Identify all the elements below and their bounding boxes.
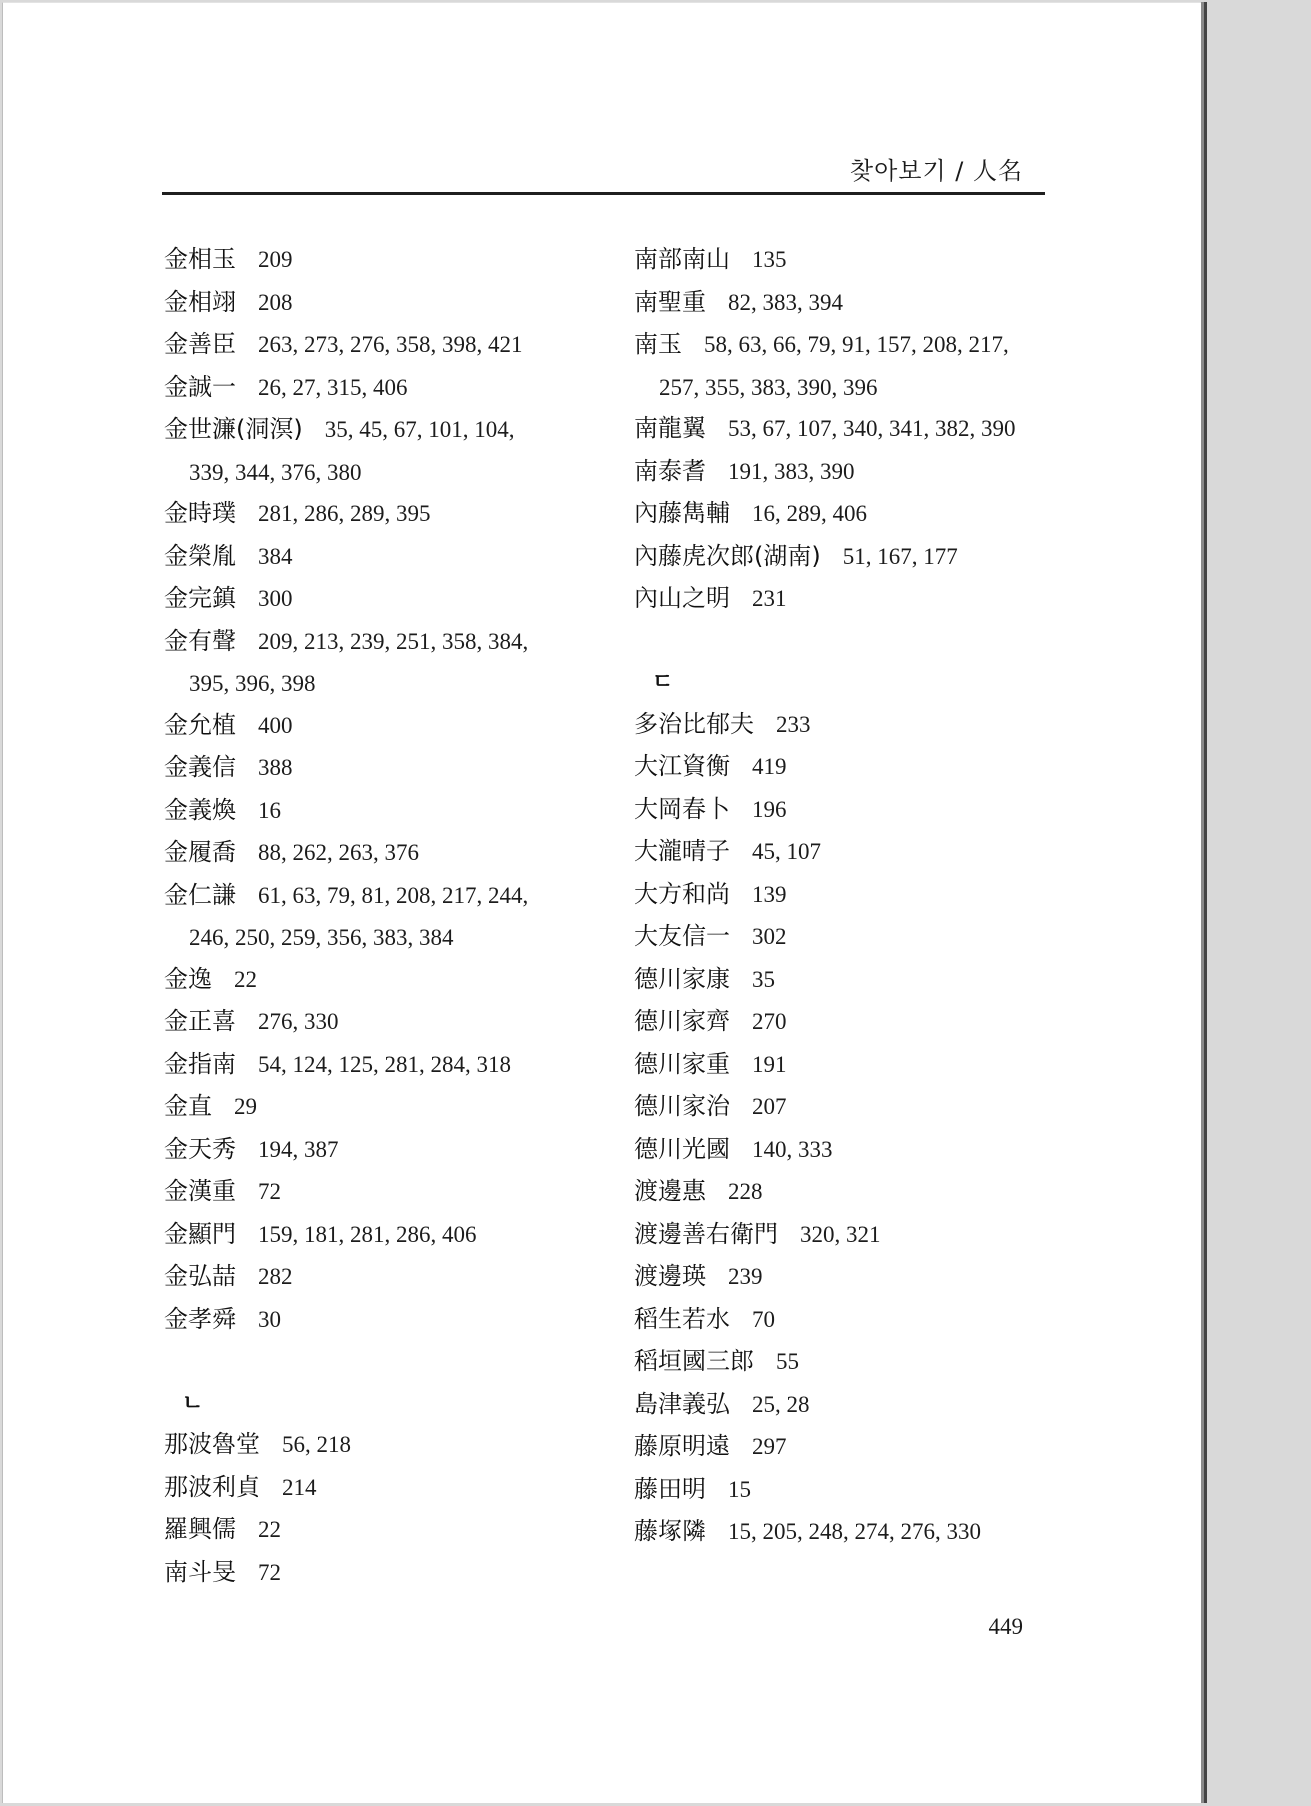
entry-pages: 159, 181, 281, 286, 406 — [258, 1221, 477, 1247]
index-entry — [164, 409, 624, 452]
entry-name: 金義信 — [164, 753, 236, 781]
entry-name: 金漢重 — [164, 1177, 236, 1205]
entry-pages: 88, 262, 263, 376 — [258, 840, 419, 865]
entry-pages: 30 — [258, 1306, 281, 1332]
section-heading-digeut: ㄷ — [652, 670, 674, 695]
index-entry — [634, 1044, 1094, 1087]
entry-name: 金誠一 — [164, 372, 236, 401]
entry-name: 金相翊 — [164, 287, 236, 316]
index-entry — [634, 1511, 1094, 1554]
entry-pages: 16 — [258, 797, 281, 823]
entry-name: 渡邊惠 — [634, 1177, 706, 1205]
entry-pages: 209, 213, 239, 251, 358, 384, — [258, 628, 529, 654]
index-entry — [634, 1384, 1094, 1427]
book-page — [2, 2, 1201, 1803]
entry-pages: 207 — [752, 1094, 787, 1119]
entry-pages: 45, 107 — [752, 839, 821, 864]
entry-name: 金完鎮 — [164, 584, 236, 612]
index-entry — [634, 874, 1094, 917]
entry-name: 金直 — [164, 1092, 212, 1120]
entry-pages: 35, 45, 67, 101, 104, — [324, 417, 515, 442]
header-rule — [162, 192, 1045, 195]
entry-pages: 191, 383, 390 — [728, 458, 855, 484]
entry-pages: 233 — [776, 711, 811, 737]
index-entry — [634, 704, 1094, 747]
entry-pages: 53, 67, 107, 340, 341, 382, 390 — [728, 416, 1016, 441]
entry-pages: 22 — [234, 966, 257, 992]
entry-pages: 300 — [258, 586, 293, 611]
entry-pages: 400 — [258, 712, 293, 738]
entry-name: 大江資衡 — [634, 752, 730, 780]
entry-name: 金允植 — [164, 710, 236, 739]
entry-name: 德川家重 — [634, 1049, 730, 1078]
entry-pages: 15, 205, 248, 274, 276, 330 — [728, 1519, 981, 1544]
entry-pages: 15 — [728, 1476, 751, 1502]
entry-pages: 228 — [728, 1179, 763, 1204]
entry-name: 德川光國 — [634, 1134, 730, 1163]
entry-name: 大岡春卜 — [634, 794, 730, 823]
index-entry — [164, 1299, 624, 1342]
entry-pages: 297 — [752, 1434, 787, 1459]
entry-name: 那波魯堂 — [164, 1430, 260, 1458]
entry-name: 德川家齊 — [634, 1007, 730, 1035]
index-entry — [634, 1214, 1094, 1257]
entry-name: 金有聲 — [164, 626, 236, 655]
index-entry — [164, 790, 624, 833]
index-entry — [164, 1256, 624, 1299]
index-entry — [634, 536, 1094, 579]
entry-name: 內山之明 — [634, 584, 730, 612]
entry-pages: 54, 124, 125, 281, 284, 318 — [258, 1051, 511, 1077]
index-entry — [164, 1214, 624, 1257]
entry-pages: 61, 63, 79, 81, 208, 217, 244, — [258, 882, 529, 908]
entry-pages: 22 — [258, 1517, 281, 1542]
index-column-right — [634, 239, 1094, 1554]
index-entry — [164, 1467, 624, 1510]
entry-pages: 70 — [752, 1306, 775, 1332]
index-entry — [164, 282, 624, 325]
entry-pages: 209 — [258, 247, 293, 272]
entry-pages: 388 — [258, 755, 293, 780]
entry-name: 大友信一 — [634, 922, 730, 950]
index-entry — [164, 621, 624, 664]
entry-pages: 82, 383, 394 — [728, 289, 843, 315]
section-heading-nieun: ㄴ — [182, 1390, 204, 1416]
entry-name: 藤塚隣 — [634, 1517, 706, 1545]
index-group-left-b — [164, 1424, 624, 1594]
entry-name: 內藤虎次郎(湖南) — [634, 541, 821, 570]
entry-pages: 239 — [728, 1264, 763, 1289]
index-entry — [164, 832, 624, 875]
section-gap — [634, 621, 1094, 663]
entry-name: 藤田明 — [634, 1474, 706, 1503]
entry-pages: 135 — [752, 247, 787, 272]
entry-pages: 139 — [752, 881, 787, 907]
index-entry — [634, 451, 1094, 494]
entry-pages: 263, 273, 276, 358, 398, 421 — [258, 332, 523, 357]
index-entry — [634, 1086, 1094, 1129]
entry-pages: 194, 387 — [258, 1136, 339, 1162]
index-group-left-a — [164, 239, 624, 1341]
entry-name: 多治比郁夫 — [634, 709, 754, 738]
entry-pages-continued: 339, 344, 376, 380 — [189, 459, 362, 485]
entry-name: 金孝舜 — [164, 1304, 236, 1333]
index-entry — [164, 1086, 624, 1129]
index-entry — [634, 408, 1094, 451]
index-entry — [634, 1299, 1094, 1342]
entry-pages: 56, 218 — [282, 1432, 351, 1457]
index-entry — [164, 324, 624, 367]
index-entry — [164, 1001, 624, 1044]
index-entry — [164, 493, 624, 536]
entry-pages: 214 — [282, 1474, 317, 1500]
entry-pages: 208 — [258, 289, 293, 315]
index-entry — [634, 578, 1094, 621]
entry-name: 金世濂(洞溟) — [164, 415, 303, 443]
index-entry — [164, 239, 624, 282]
index-entry — [634, 916, 1094, 959]
running-head: 찾아보기 / 人名 — [849, 157, 1023, 185]
index-entry — [164, 1129, 624, 1172]
entry-pages: 72 — [258, 1559, 281, 1585]
index-entry — [634, 239, 1094, 282]
entry-pages-continued: 257, 355, 383, 390, 396 — [659, 374, 878, 400]
entry-pages: 270 — [752, 1009, 787, 1034]
index-entry — [164, 578, 624, 621]
entry-pages: 51, 167, 177 — [842, 543, 958, 569]
entry-name: 金顯門 — [164, 1219, 236, 1248]
entry-name: 金善臣 — [164, 330, 236, 358]
index-entry — [634, 1171, 1094, 1214]
index-entry — [634, 324, 1094, 367]
index-entry — [164, 1424, 624, 1467]
entry-name: 德川家康 — [634, 964, 730, 993]
entry-pages: 29 — [234, 1094, 257, 1119]
entry-pages: 25, 28 — [752, 1391, 810, 1417]
index-entry — [634, 282, 1094, 325]
index-entry — [164, 1509, 624, 1552]
entry-name: 羅興儒 — [164, 1515, 236, 1543]
entry-name: 內藤雋輔 — [634, 499, 730, 527]
entry-name: 金義煥 — [164, 795, 236, 824]
entry-name: 金仁謙 — [164, 880, 236, 909]
entry-name: 南斗旻 — [164, 1557, 236, 1586]
index-entry — [634, 1256, 1094, 1299]
index-entry — [634, 493, 1094, 536]
entry-name: 金天秀 — [164, 1134, 236, 1163]
entry-name: 渡邊瑛 — [634, 1262, 706, 1290]
entry-name: 那波利貞 — [164, 1472, 260, 1501]
index-entry — [164, 1552, 624, 1595]
entry-pages: 58, 63, 66, 79, 91, 157, 208, 217, — [704, 332, 1009, 357]
entry-pages: 384 — [258, 543, 293, 569]
entry-name: 金相玉 — [164, 245, 236, 273]
index-column-left — [164, 239, 624, 1594]
entry-name: 南聖重 — [634, 287, 706, 316]
index-entry — [634, 1469, 1094, 1512]
entry-name: 金逸 — [164, 964, 212, 993]
entry-name: 藤原明遠 — [634, 1432, 730, 1460]
entry-name: 大方和尚 — [634, 879, 730, 908]
entry-pages: 282 — [258, 1264, 293, 1289]
section-gap — [164, 1341, 624, 1383]
index-entry — [164, 1044, 624, 1087]
entry-name: 德川家治 — [634, 1092, 730, 1120]
entry-name: 南龍翼 — [634, 414, 706, 442]
index-entry — [164, 875, 624, 918]
entry-pages: 72 — [258, 1179, 281, 1204]
entry-name: 金時璞 — [164, 499, 236, 527]
index-group-right-b — [634, 704, 1094, 1554]
index-entry — [634, 959, 1094, 1002]
index-entry — [164, 705, 624, 748]
entry-name: 稻垣國三郎 — [634, 1347, 754, 1375]
entry-pages: 231 — [752, 586, 787, 611]
entry-name: 島津義弘 — [634, 1389, 730, 1418]
entry-name: 大瀧晴子 — [634, 837, 730, 865]
entry-pages: 302 — [752, 924, 787, 949]
entry-pages: 140, 333 — [752, 1136, 833, 1162]
entry-pages: 16, 289, 406 — [752, 501, 867, 526]
entry-pages: 196 — [752, 796, 787, 822]
index-entry — [164, 536, 624, 579]
entry-name: 渡邊善右衛門 — [634, 1219, 778, 1248]
entry-name: 南泰耆 — [634, 456, 706, 485]
entry-name: 金指南 — [164, 1049, 236, 1078]
index-entry — [634, 1001, 1094, 1044]
index-entry — [634, 831, 1094, 874]
entry-pages: 281, 286, 289, 395 — [258, 501, 431, 526]
index-entry — [634, 1426, 1094, 1469]
entry-name: 金正喜 — [164, 1007, 236, 1035]
index-group-right-a — [634, 239, 1094, 621]
entry-pages: 55 — [776, 1349, 799, 1374]
entry-pages: 191 — [752, 1051, 787, 1077]
index-entry — [164, 367, 624, 410]
entry-pages: 26, 27, 315, 406 — [258, 374, 408, 400]
entry-pages-continued: 246, 250, 259, 356, 383, 384 — [189, 925, 454, 950]
entry-pages: 276, 330 — [258, 1009, 339, 1034]
entry-pages: 35 — [752, 966, 775, 992]
index-entry — [164, 959, 624, 1002]
entry-name: 南部南山 — [634, 245, 730, 273]
index-entry — [634, 746, 1094, 789]
page-number: 449 — [988, 1614, 1023, 1639]
entry-name: 南玉 — [634, 330, 682, 358]
entry-pages: 320, 321 — [800, 1221, 881, 1247]
index-entry — [164, 1171, 624, 1214]
entry-name: 金榮胤 — [164, 541, 236, 570]
index-entry — [164, 747, 624, 790]
entry-pages: 419 — [752, 754, 787, 779]
index-entry — [634, 1341, 1094, 1384]
index-entry — [634, 1129, 1094, 1172]
entry-pages-continued: 395, 396, 398 — [189, 671, 316, 696]
index-entry — [634, 789, 1094, 832]
entry-name: 金弘喆 — [164, 1262, 236, 1290]
entry-name: 稻生若水 — [634, 1304, 730, 1333]
entry-name: 金履喬 — [164, 838, 236, 866]
